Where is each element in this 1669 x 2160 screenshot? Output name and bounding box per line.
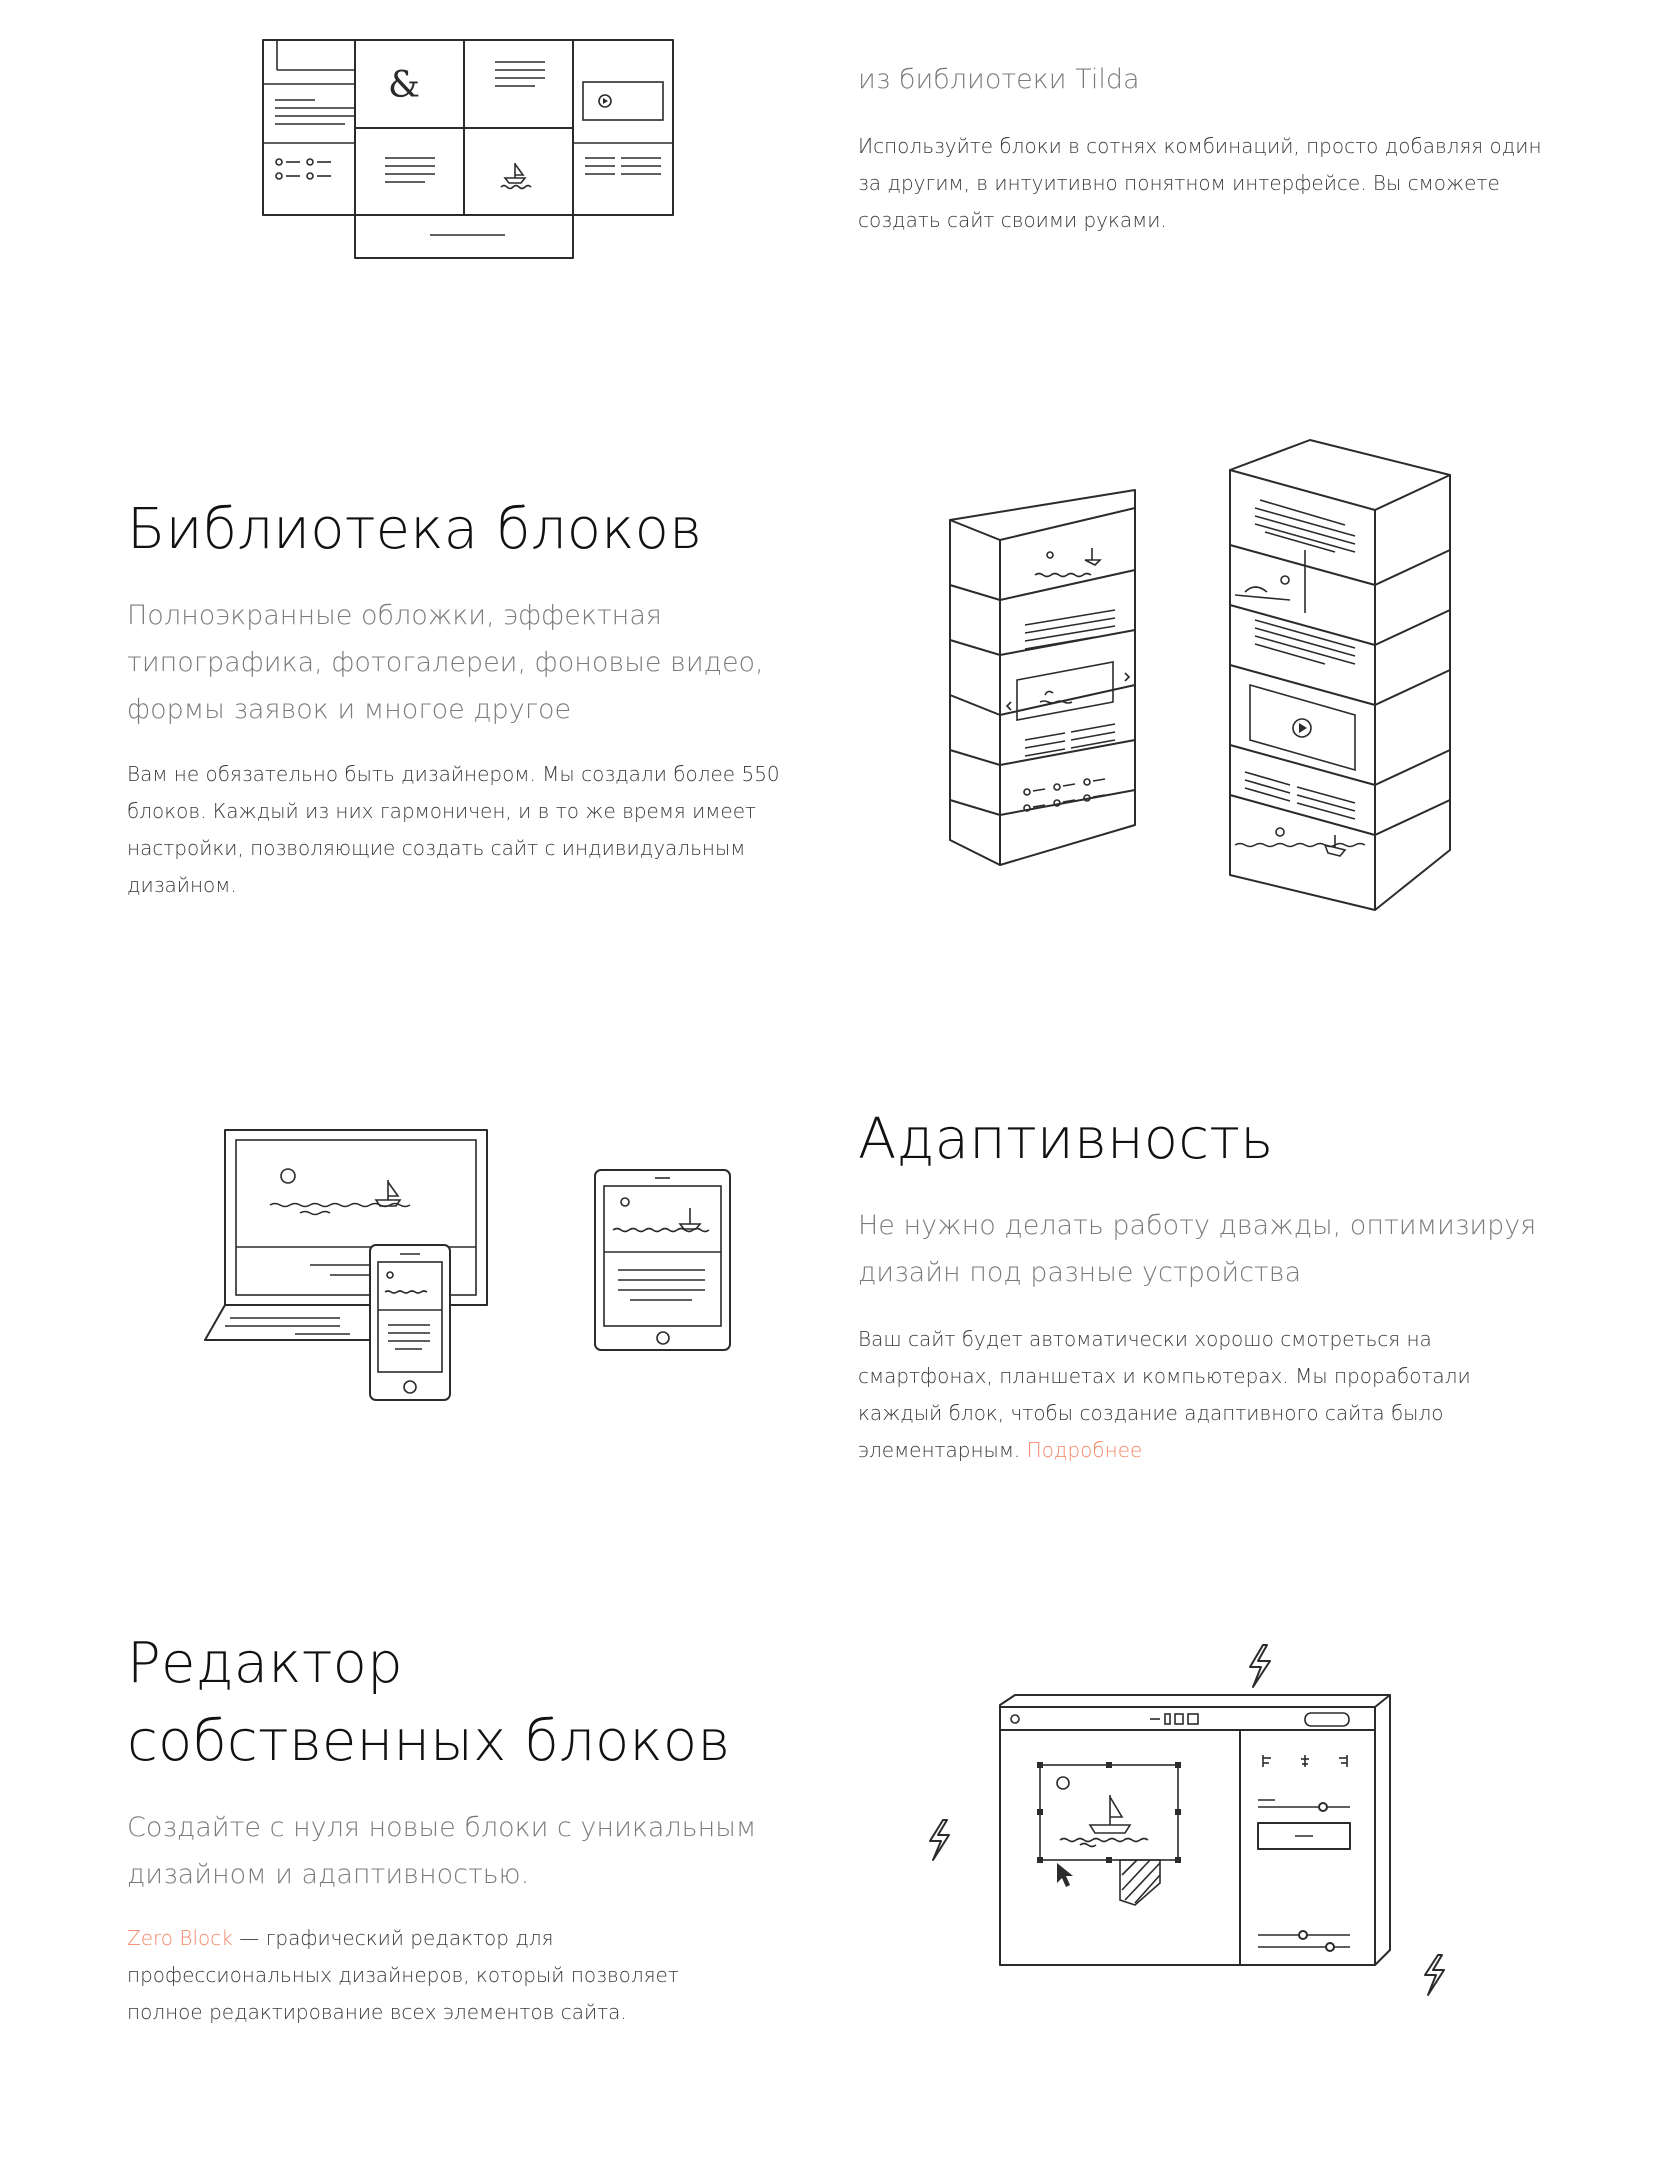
zero-body-text: — графический редактор для профессиональных дизайнеров, который позволяет полное редактирование всех элементов сайта. (127, 1926, 679, 2024)
adaptive-body-text: Ваш сайт будет автоматически хорошо смотреться на смартфонах, планшетах и компьютерах. Мы проработали каждый блок, чтобы создание адаптивного сайта было элементарным. (858, 1327, 1471, 1462)
zero-block-link[interactable]: Zero Block (127, 1926, 233, 1950)
library-illustration (945, 440, 1455, 920)
svg-text:&: & (388, 65, 421, 106)
combine-body: Используйте блоки в сотнях комбинаций, просто добавляя один за другим, в интуитивно понятном интерфейсе. Вы сможете создать сайт своими руками. (858, 134, 1542, 232)
zero-block-editor-icon (925, 1645, 1445, 2005)
adaptive-title: Адаптивность (858, 1107, 1274, 1172)
zero-body (127, 1920, 747, 2031)
combine-illustration (255, 40, 685, 270)
zero-block-illustration (925, 1645, 1445, 2005)
zero-subtitle: Создайте с нуля новые блоки с уникальным дизайном и адаптивностью. (127, 1812, 757, 1890)
block-layouts-icon (255, 40, 685, 270)
library-title: Библиотека блоков (127, 497, 703, 562)
adaptive-subtitle: Не нужно делать работу дважды, оптимизируя дизайн под разные устройства (858, 1210, 1537, 1288)
zero-title: Редактор собственных блоков (127, 1631, 731, 1774)
lightning-icon (930, 1820, 949, 1860)
adaptive-body (858, 1321, 1558, 1469)
library-subtitle: Полноэкранные обложки, эффектная типографика, фотогалереи, фоновые видео, формы заявок и многое другое (127, 600, 764, 725)
cursor-icon (1057, 1863, 1073, 1887)
more-link[interactable]: Подробнее (1026, 1438, 1143, 1462)
block-stacks-icon (945, 440, 1455, 920)
lightning-icon (1250, 1645, 1270, 1687)
devices-illustration (200, 1130, 740, 1410)
devices-icon (200, 1130, 740, 1410)
lightning-icon (1425, 1955, 1444, 1995)
library-body: Вам не обязательно быть дизайнером. Мы создали более 550 блоков. Каждый из них гармоничен, и в то же время имеет настройки, позволяющие создать сайт с индивидуальным дизайном. (127, 762, 780, 897)
combine-subtitle: из библиотеки Tilda (858, 64, 1140, 95)
